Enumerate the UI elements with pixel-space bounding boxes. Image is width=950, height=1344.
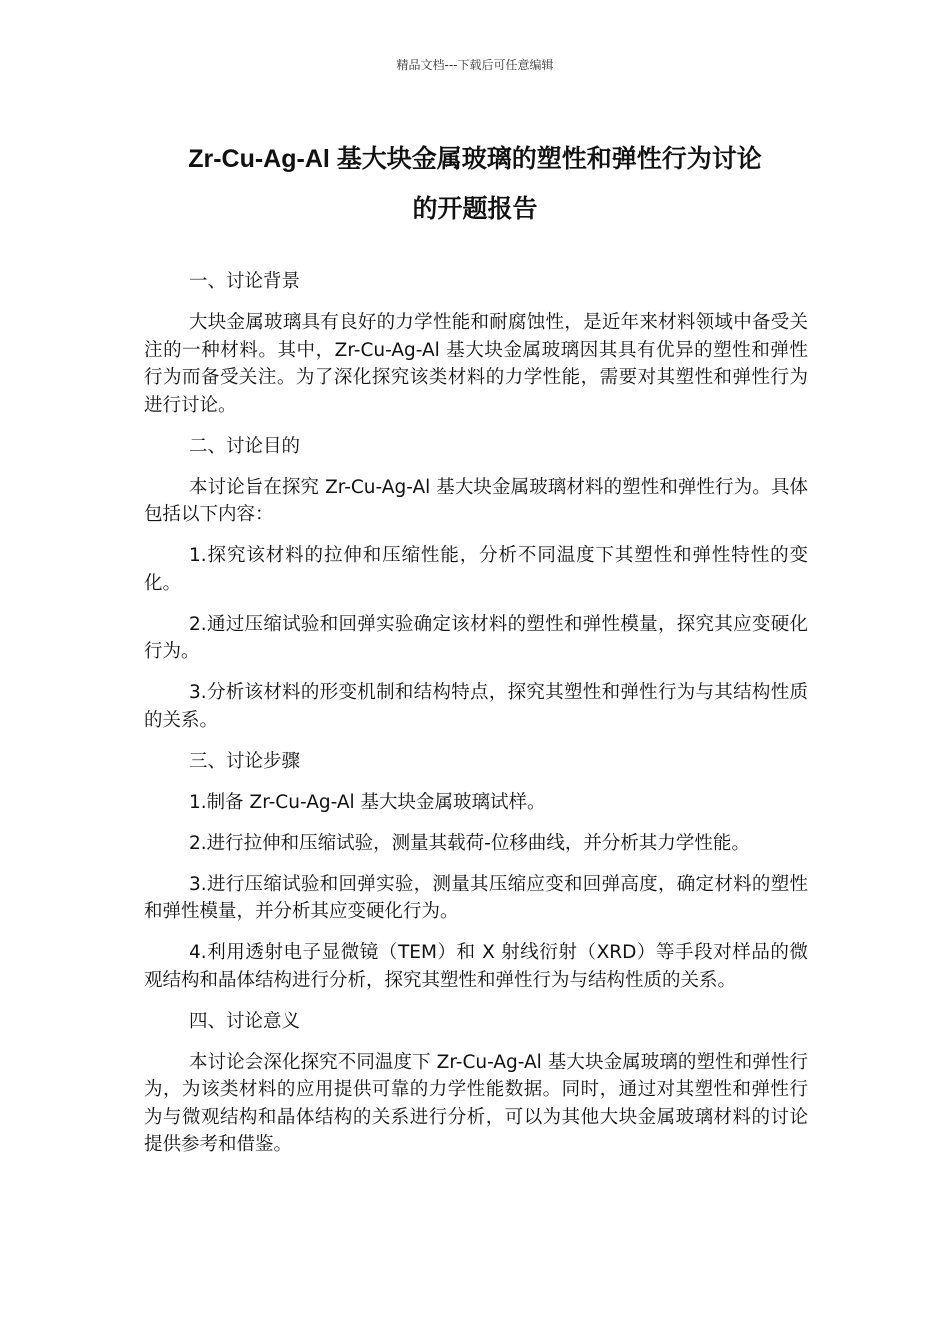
step-item-4: 4.利用透射电子显微镜（TEM）和 X 射线衍射（XRD）等手段对样品的微观结构和晶体结构进行分析，探究其塑性和弹性行为与结构性质的关系。	[144, 942, 808, 991]
section-heading-purpose: 二、讨论目的	[189, 435, 301, 457]
paragraph-significance: 本讨论会深化探究不同温度下 Zr-Cu-Ag-Al 基大块金属玻璃的塑性和弹性行为，为该类材料的应用提供可靠的力学性能数据。同时，通过对其塑性和弹性行为与微观结构和晶体结构的关系进行分析，可以为其他大块金属玻璃材料的讨论提供参考和借鉴。	[144, 1051, 808, 1155]
step-item-3: 3.进行压缩试验和回弹实验，测量其压缩应变和回弹高度，确定材料的塑性和弹性模量，并分析其应变硬化行为。	[144, 873, 808, 922]
document-title-line-2: 的开题报告	[412, 195, 538, 223]
paragraph-background: 大块金属玻璃具有良好的力学性能和耐腐蚀性，是近年来材料领域中备受关注的一种材料。其中，Zr-Cu-Ag-Al 基大块金属玻璃因其具有优异的塑性和弹性行为而备受关注。为了深化探究该类材料的力学性能，需要对其塑性和弹性行为进行讨论。	[144, 312, 808, 416]
document-body	[144, 268, 808, 1172]
purpose-item-3: 3.分析该材料的形变机制和结构特点，探究其塑性和弹性行为与其结构性质的关系。	[144, 682, 808, 731]
step-item-2: 2.进行拉伸和压缩试验，测量其载荷-位移曲线，并分析其力学性能。	[189, 832, 750, 854]
page-header-watermark: 精品文档---下载后可任意编辑	[396, 58, 554, 72]
document-title	[120, 134, 830, 234]
paragraph-purpose-intro: 本讨论旨在探究 Zr-Cu-Ag-Al 基大块金属玻璃材料的塑性和弹性行为。具体包括以下内容：	[144, 476, 808, 525]
section-heading-background: 一、讨论背景	[189, 271, 301, 292]
step-item-1: 1.制备 Zr-Cu-Ag-Al 基大块金属玻璃试样。	[189, 791, 546, 813]
section-heading-significance: 四、讨论意义	[189, 1010, 301, 1032]
purpose-item-1: 1.探究该材料的拉伸和压缩性能，分析不同温度下其塑性和弹性特性的变化。	[144, 545, 808, 594]
purpose-item-2: 2.通过压缩试验和回弹实验确定该材料的塑性和弹性模量，探究其应变硬化行为。	[144, 613, 808, 662]
document-title-line-1: Zr-Cu-Ag-Al 基大块金属玻璃的塑性和弹性行为讨论	[188, 145, 762, 173]
section-heading-steps: 三、讨论步骤	[189, 750, 301, 772]
